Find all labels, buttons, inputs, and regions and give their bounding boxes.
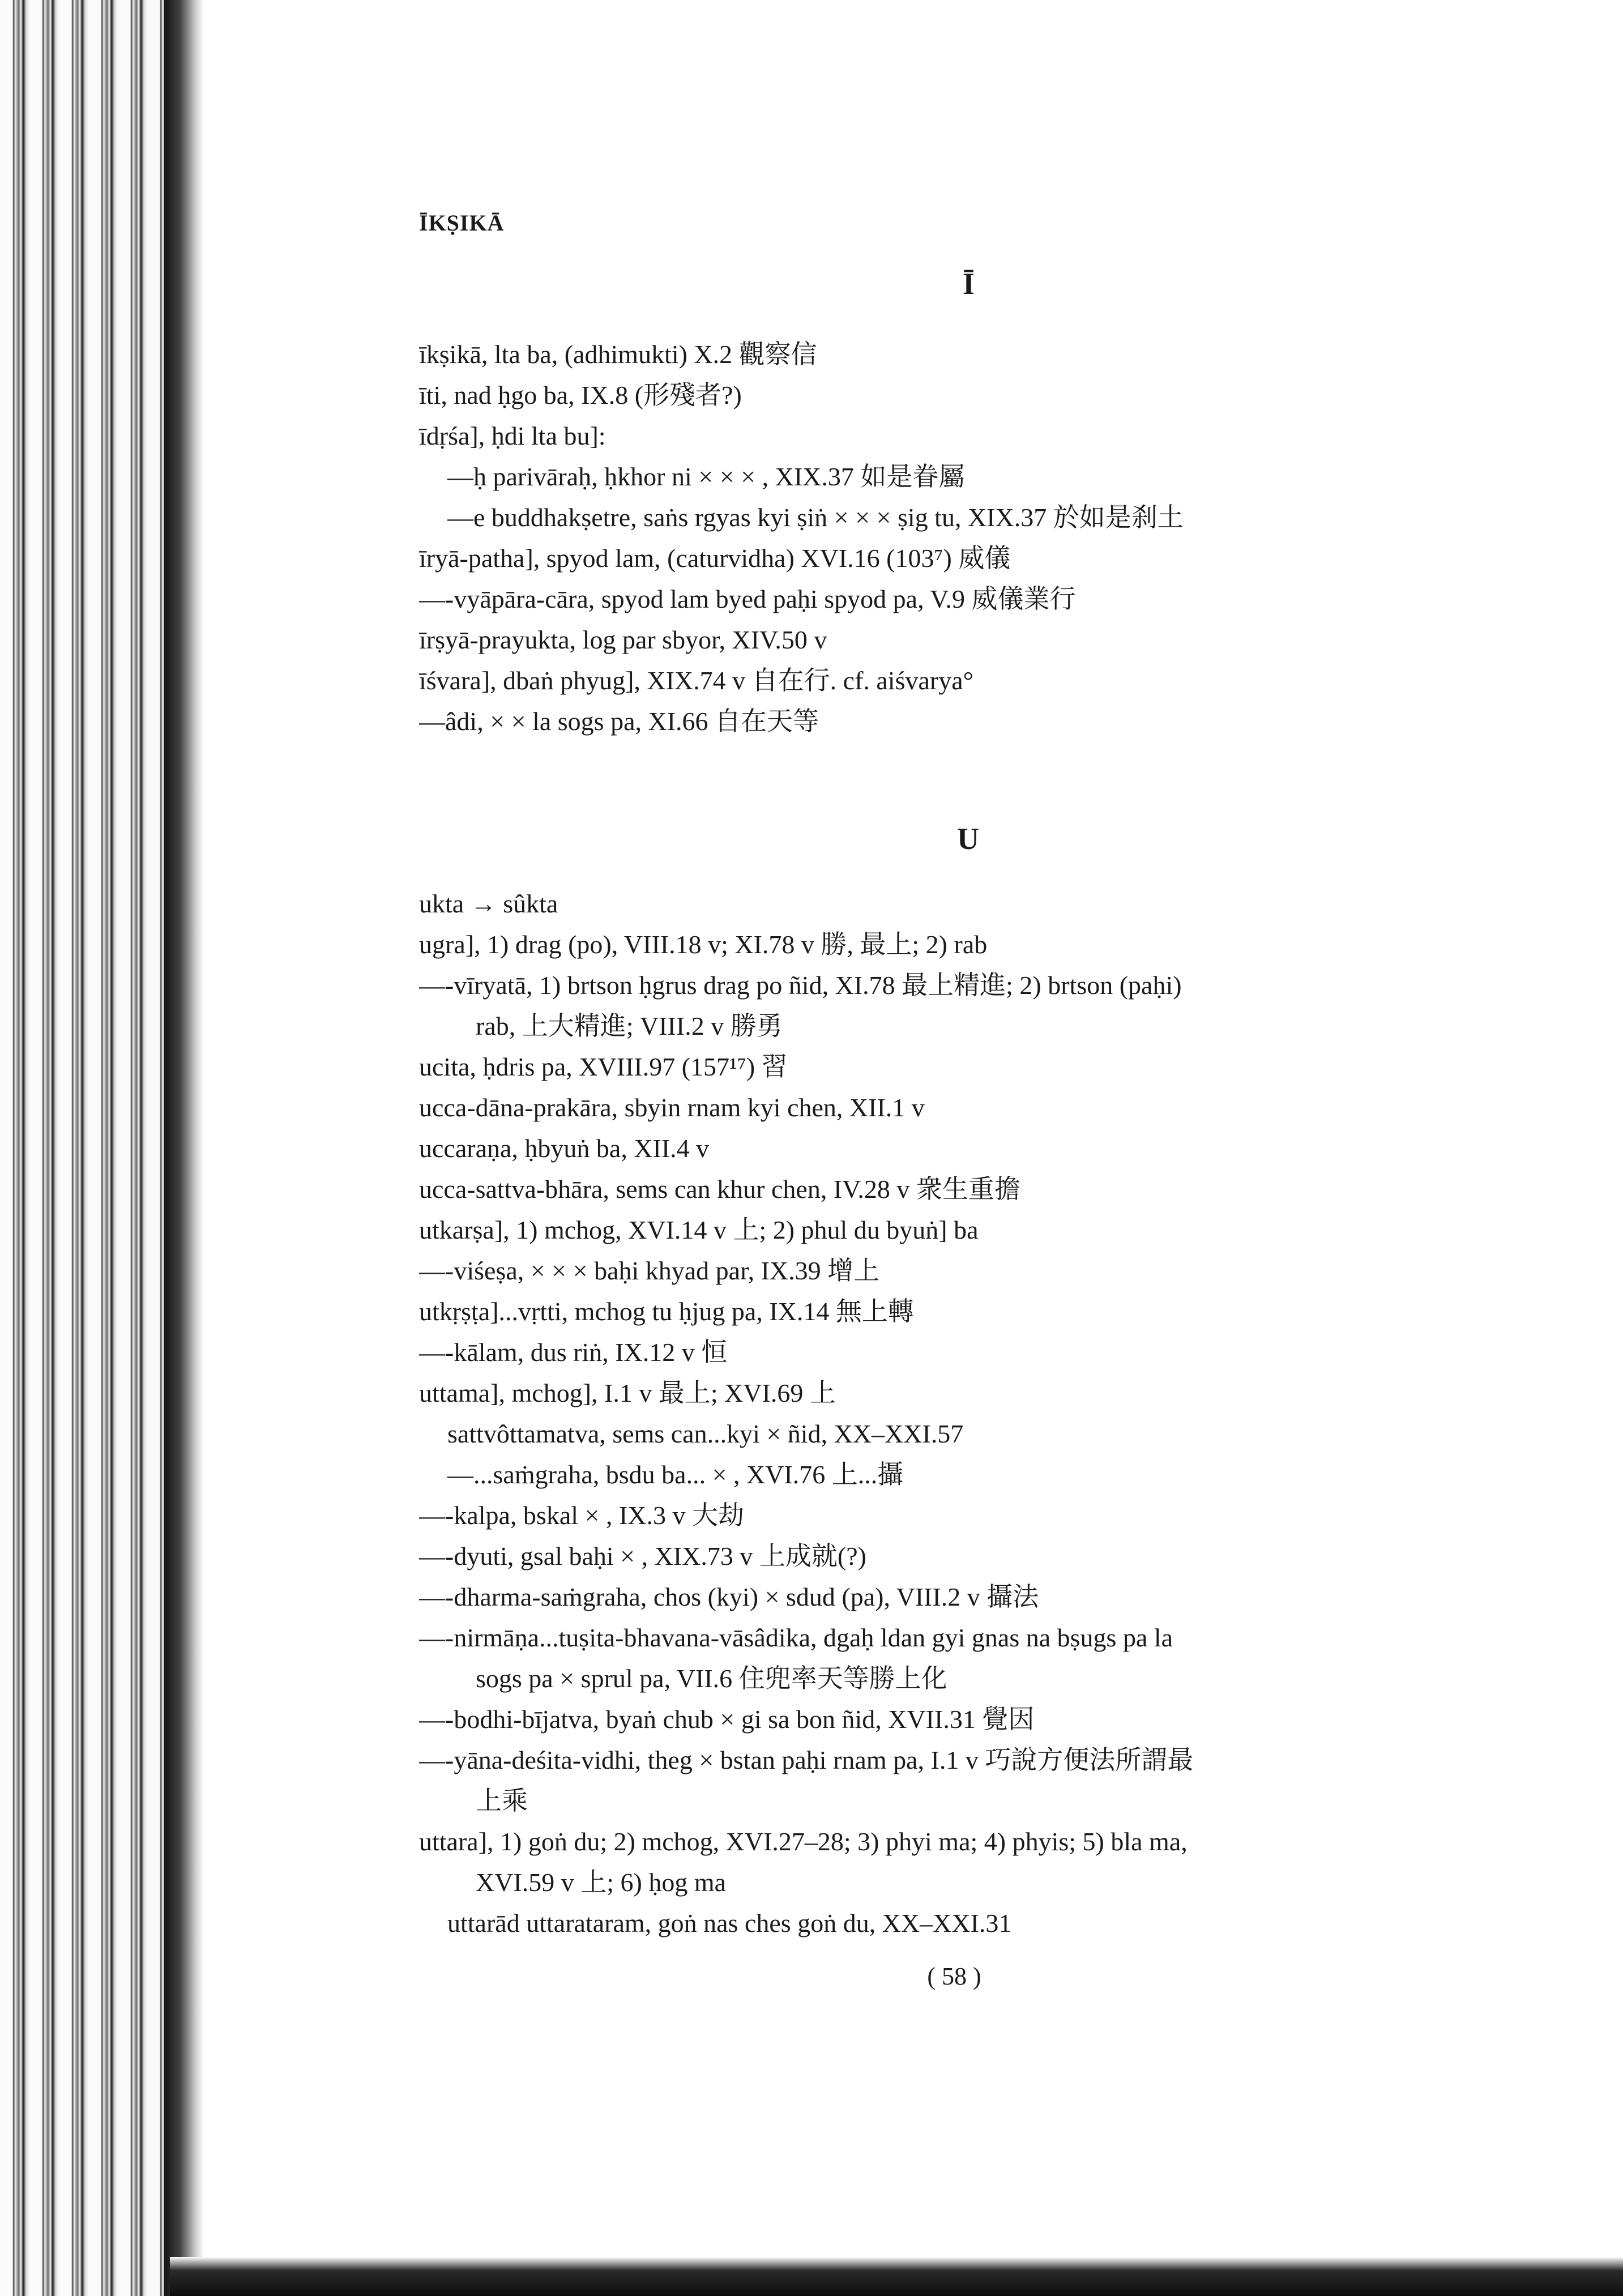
dictionary-entry: īkṣikā, lta ba, (adhimukti) X.2 觀察信 — [419, 340, 817, 369]
dictionary-entry: ugra], 1) drag (po), VIII.18 v; XI.78 v 勝, 最上; 2) rab — [419, 930, 988, 959]
dictionary-entry: utkṛṣṭa]...vṛtti, mchog tu ḥjug pa, IX.14 無上轉 — [419, 1297, 914, 1326]
dictionary-entry: rab, 上大精進; VIII.2 v 勝勇 — [476, 1012, 783, 1040]
dictionary-entry: —-yāna-deśita-vidhi, theg × bstan paḥi rnam pa, I.1 v 巧說方便法所謂最 — [419, 1746, 1194, 1774]
dictionary-entry: XVI.59 v 上; 6) ḥog ma — [476, 1868, 727, 1897]
running-head: ĪKṢIKĀ — [419, 210, 505, 236]
dictionary-entry: uttara], 1) goṅ du; 2) mchog, XVI.27–28; 3) phyi ma; 4) phyis; 5) bla ma, — [419, 1827, 1188, 1856]
dictionary-entry: sattvôttamatva, sems can...kyi × ñid, XX–XXI.57 — [447, 1419, 964, 1448]
dictionary-entry: ucca-sattva-bhāra, sems can khur chen, IV.28 v 衆生重擔 — [419, 1175, 1020, 1204]
section-letter-u: U — [957, 822, 979, 856]
dictionary-entry: īryā-patha], spyod lam, (caturvidha) XVI.16 (103⁷) 威儀 — [419, 544, 1011, 573]
dictionary-entry: —-kālam, dus riṅ, IX.12 v 恒 — [419, 1338, 728, 1367]
dictionary-entry: 上乘 — [476, 1786, 528, 1815]
dictionary-entry: sogs pa × sprul pa, VII.6 住兜率天等勝上化 — [476, 1664, 947, 1693]
dictionary-entry: —-vīryatā, 1) brtson ḥgrus drag po ñid, XI.78 最上精進; 2) brtson (paḥi) — [419, 971, 1182, 1000]
dictionary-entry: īrṣyā-prayukta, log par sbyor, XIV.50 v — [419, 625, 827, 654]
dictionary-entry: —...saṁgraha, bsdu ba... × , XVI.76 上...攝 — [447, 1460, 904, 1489]
dictionary-entry: —-bodhi-bījatva, byaṅ chub × gi sa bon ñid, XVII.31 覺因 — [419, 1705, 1035, 1734]
dictionary-entry: —-dharma-saṁgraha, chos (kyi) × sdud (pa), VIII.2 v 攝法 — [419, 1582, 1039, 1611]
page-number: ( 58 ) — [927, 1962, 981, 1990]
dictionary-entry: īśvara], dbaṅ phyug], XIX.74 v 自在行. cf. aiśvarya° — [419, 666, 974, 695]
dictionary-entry: —-vyāpāra-cāra, spyod lam byed paḥi spyod pa, V.9 威儀業行 — [419, 584, 1076, 613]
dictionary-entry: —-viśeṣa, × × × baḥi khyad par, IX.39 增上 — [419, 1256, 880, 1285]
dictionary-entry: —âdi, × × la sogs pa, XI.66 自在天等 — [419, 707, 819, 736]
dictionary-entry: ukta → sûkta — [419, 889, 558, 918]
gutter-shadow — [164, 0, 204, 2296]
dictionary-entry: —e buddhakṣetre, saṅs rgyas kyi ṣiṅ × × × ṣig tu, XIX.37 於如是刹土 — [447, 503, 1184, 532]
dictionary-entry: uccaraṇa, ḥbyuṅ ba, XII.4 v — [419, 1134, 710, 1163]
dictionary-entry: —-dyuti, gsal baḥi × , XIX.73 v 上成就(?) — [419, 1542, 866, 1571]
page-bottom-edge — [170, 2257, 1623, 2296]
section-i-entries — [419, 334, 1540, 742]
dictionary-entry: utkarṣa], 1) mchog, XVI.14 v 上; 2) phul du byuṅ] ba — [419, 1215, 979, 1244]
dictionary-entry: —-nirmāṇa...tuṣita-bhavana-vāsâdika, dgaḥ ldan gyi gnas na bṣugs pa la — [419, 1623, 1173, 1652]
section-letter-i: Ī — [963, 267, 975, 301]
dictionary-entry: uttarād uttarataram, goṅ nas ches goṅ du, XX–XXI.31 — [447, 1909, 1012, 1937]
dictionary-entry: ucita, ḥdris pa, XVIII.97 (157¹⁷) 習 — [419, 1052, 788, 1081]
dictionary-entry: ucca-dāna-prakāra, sbyin rnam kyi chen, XII.1 v — [419, 1093, 925, 1122]
section-u-entries — [419, 884, 1540, 1944]
dictionary-entry: —-kalpa, bskal × , IX.3 v 大劫 — [419, 1501, 745, 1530]
dictionary-entry: īdṛśa], ḥdi lta bu]: — [419, 421, 606, 450]
dictionary-entry: īti, nad ḥgo ba, IX.8 (形殘者?) — [419, 381, 742, 409]
dictionary-entry: uttama], mchog], I.1 v 最上; XVI.69 上 — [419, 1379, 836, 1407]
dictionary-entry: —ḥ parivāraḥ, ḥkhor ni × × × , XIX.37 如是眷屬 — [447, 462, 965, 491]
